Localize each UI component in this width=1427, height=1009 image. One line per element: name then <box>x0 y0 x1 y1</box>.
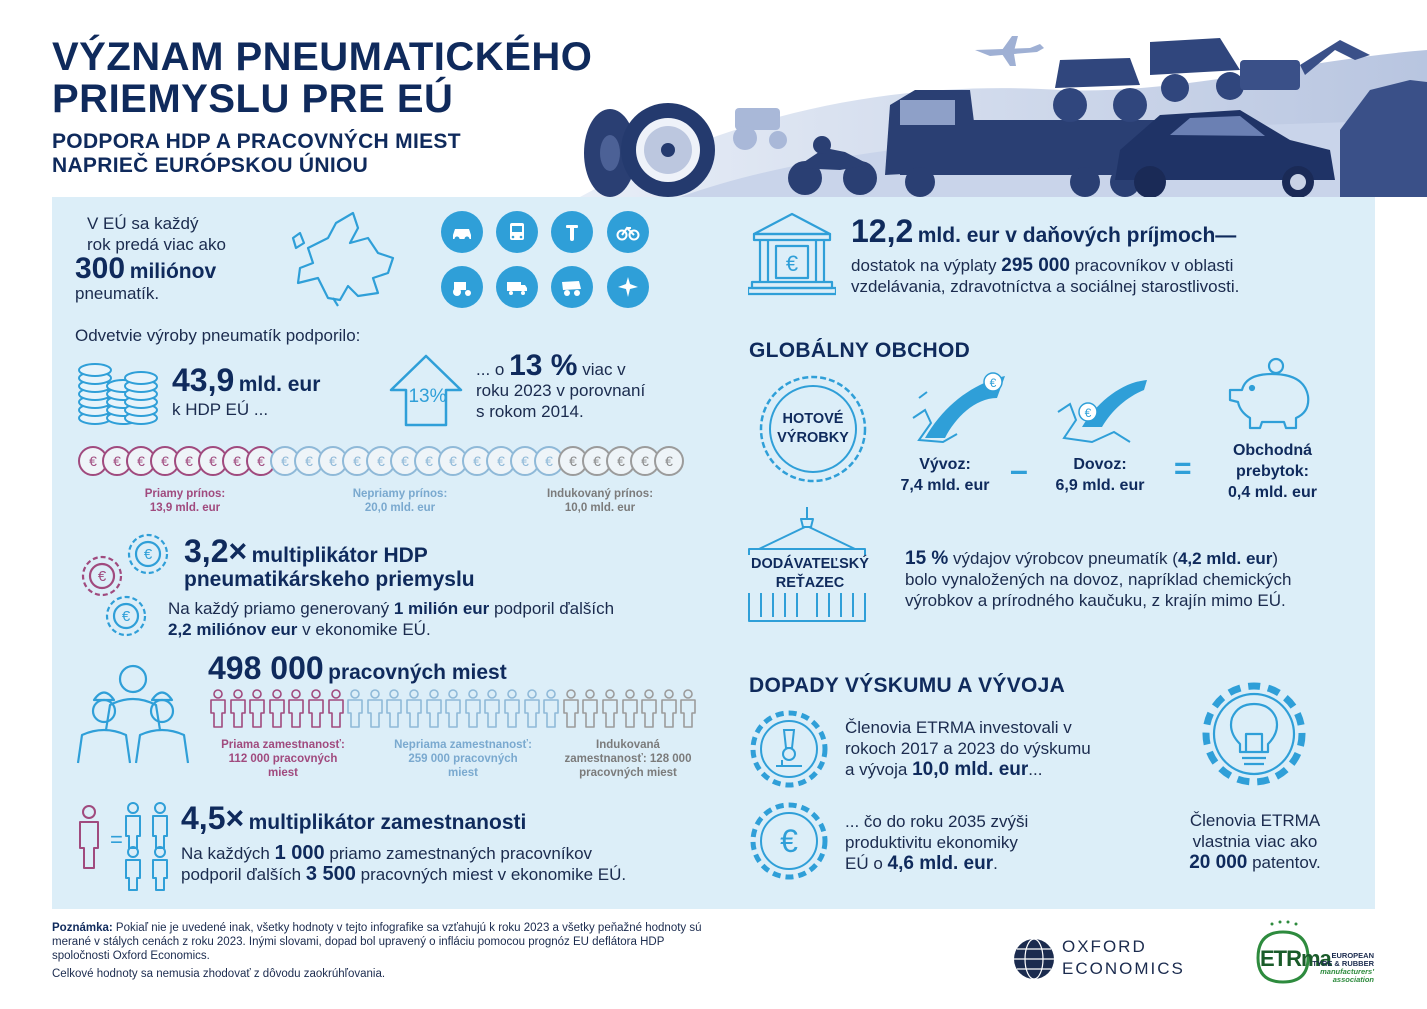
gdp-multiplier-text: Na každý priamo generovaný 1 milión eur podporil ďalších 2,2 miliónov eur v ekonomike EÚ. <box>168 599 615 639</box>
sales-text: V EÚ sa každý rok predá viac ako 300 miliónov pneumatík. <box>75 214 226 303</box>
euro-coin-induced: € <box>654 446 684 476</box>
europe-map-icon <box>278 208 408 308</box>
svg-text:€: € <box>143 546 153 563</box>
etrma-logo: ETRma EUROPEAN TYRE & RUBBER manufacturers' association <box>1252 918 1382 990</box>
person-icon-indirect <box>384 689 404 729</box>
euro-coin-indirect: € <box>342 446 372 476</box>
tax-text: dostatok na výplaty 295 000 pracovníkov v oblasti vzdelávania, zdravotníctva a sociálnej starostlivosti. <box>851 255 1240 296</box>
euro-coin-direct: € <box>198 446 228 476</box>
car-icon <box>441 211 483 253</box>
person-icon-indirect <box>482 689 502 729</box>
euro-coin-indirect: € <box>414 446 444 476</box>
svg-text:€: € <box>989 376 997 390</box>
trade-heading: GLOBÁLNY OBCHOD <box>749 339 971 362</box>
dumper-icon <box>551 266 593 308</box>
bicycle-icon <box>607 211 649 253</box>
worker-group-icon <box>74 655 192 767</box>
person-icon-direct <box>286 689 306 729</box>
person-icon-indirect <box>502 689 522 729</box>
indirect-gdp-label: Nepriamy prínos: 20,0 mld. eur <box>352 488 448 514</box>
svg-text:€: € <box>1084 406 1092 420</box>
euro-coin-induced: € <box>558 446 588 476</box>
person-icon-induced <box>639 689 659 729</box>
motorbike-icon <box>551 211 593 253</box>
induced-gdp-label: Indukovaný prínos: 10,0 mld. eur <box>546 488 654 514</box>
rnd-productivity-text: ... čo do roku 2035 zvýši produktivitu ekonomiky EÚ o 4,6 mld. eur. <box>845 812 1029 874</box>
person-icon-direct <box>228 689 248 729</box>
supply-chain-label: DODÁVATEĽSKÝ REŤAZEC <box>735 555 885 593</box>
euro-coin-direct: € <box>150 446 180 476</box>
page-title: VÝZNAM PNEUMATICKÉHO PRIEMYSLU PRE EÚ <box>52 35 593 121</box>
svg-text:€: € <box>97 568 107 585</box>
emp-multiplier-text: Na každých 1 000 priamo zamestnaných pracovníkov podporil ďalších 3 500 pracovných miest v ekonomike EÚ. <box>181 842 627 885</box>
person-icon-induced <box>580 689 600 729</box>
export-label: Vývoz: 7,4 mld. eur <box>900 456 990 494</box>
euro-coin-indirect: € <box>294 446 324 476</box>
gdp-intro: Odvetvie výroby pneumatík podporilo: <box>75 326 361 345</box>
import-icon <box>1052 372 1152 450</box>
export-icon <box>905 368 1013 448</box>
bank-icon <box>748 210 836 298</box>
minus-sign: – <box>1010 452 1028 488</box>
person-icon-induced <box>600 689 620 729</box>
person-icon-indirect <box>443 689 463 729</box>
euro-coin-indirect: € <box>534 446 564 476</box>
rnd-investment-text: Členovia ETRMA investovali v rokoch 2017 a 2023 do výskumu a vývoja 10,0 mld. eur... <box>845 718 1091 780</box>
microscope-gear-icon <box>748 708 830 790</box>
page-subtitle: PODPORA HDP A PRACOVNÝCH MIEST NAPRIEČ EURÓPSKOU ÚNIOU <box>52 130 461 177</box>
jobs-heading: 498 000 pracovných miest <box>208 650 507 686</box>
person-icon-indirect <box>424 689 444 729</box>
rnd-heading: DOPADY VÝSKUMU A VÝVOJA <box>749 674 1066 697</box>
surplus-label: Obchodná prebytok: 0,4 mld. eur <box>1228 442 1317 501</box>
euro-coin-indirect: € <box>270 446 300 476</box>
employment-multiplier-icon <box>74 800 179 892</box>
euro-coin-indirect: € <box>438 446 468 476</box>
coin-stack-icon <box>77 358 159 430</box>
truck-icon <box>496 266 538 308</box>
euro-coin-induced: € <box>606 446 636 476</box>
person-icon-direct <box>208 689 228 729</box>
person-icon-indirect <box>463 689 483 729</box>
aircraft-icon <box>975 36 1044 66</box>
person-icon-induced <box>620 689 640 729</box>
euro-coin-direct: € <box>126 446 156 476</box>
euro-coin-indirect: € <box>366 446 396 476</box>
person-icon-direct <box>267 689 287 729</box>
person-icon-indirect <box>345 689 365 729</box>
euro-coin-direct: € <box>102 446 132 476</box>
person-icon-direct <box>326 689 346 729</box>
euro-coin-indirect: € <box>462 446 492 476</box>
person-icon-indirect <box>541 689 561 729</box>
euro-coin-induced: € <box>582 446 612 476</box>
patents-text: Členovia ETRMA vlastnia viac ako 20 000 patentov. <box>1189 811 1321 873</box>
person-icon-direct <box>306 689 326 729</box>
euro-coin-direct: € <box>174 446 204 476</box>
euro-coin-indirect: € <box>318 446 348 476</box>
indirect-jobs-label: Nepriama zamestnanosť: 259 000 pracovných miest <box>394 739 532 779</box>
euro-coin-direct: € <box>222 446 252 476</box>
svg-text:€: € <box>785 251 799 276</box>
person-icon-induced <box>678 689 698 729</box>
person-icon-direct <box>247 689 267 729</box>
import-label: Dovoz: 6,9 mld. eur <box>1055 456 1145 494</box>
gdp-value-block: 43,9 mld. eur k HDP EÚ ... <box>172 362 321 419</box>
euro-coin-indirect: € <box>390 446 420 476</box>
tractor-icon <box>441 266 483 308</box>
piggy-bank-icon <box>1226 356 1318 432</box>
euro-coin-direct: € <box>78 446 108 476</box>
supply-text: 15 % výdajov výrobcov pneumatík (4,2 mld. eur) bolo vynaložených na dovoz, napríklad chemických výrobkov a prírodného kaučuku, z krajín mimo EÚ. <box>905 548 1292 610</box>
oxford-economics-logo: OXFORD ECONOMICS <box>1012 935 1202 983</box>
growth-arrow-label: 13% <box>408 386 447 407</box>
euro-coin-indirect: € <box>510 446 540 476</box>
person-icon-induced <box>561 689 581 729</box>
lightbulb-gear-icon <box>1198 678 1310 790</box>
tyre-icon <box>584 103 715 197</box>
euro-gear-icon <box>748 800 830 882</box>
footnote: Poznámka: Pokiaľ nie je uvedené inak, všetky hodnoty v tejto infografike sa vzťahujú k roku 2023 a všetky peňažné hodnoty sú merané v stálych cenách z roku 2023. Inými slovami, dopad bol upravený o infláciu pomocou prognóz EU deflátora HDP spoločnosti Oxford Economics. Celkové hodnoty sa nemusia zhodovať z dôvodu zaokrúhľovania. <box>52 922 702 980</box>
person-icon-indirect <box>522 689 542 729</box>
aircraft-icon <box>607 266 649 308</box>
bus-icon <box>496 211 538 253</box>
euro-gears-icon <box>76 528 176 640</box>
vehicles-illustration <box>540 20 1427 197</box>
direct-jobs-label: Priama zamestnanosť: 112 000 pracovných miest <box>221 739 345 779</box>
person-icon-induced <box>659 689 679 729</box>
person-icon-indirect <box>365 689 385 729</box>
emp-multiplier-heading: 4,5× multiplikátor zamestnanosti <box>181 800 527 836</box>
svg-text:€: € <box>780 823 798 859</box>
globe-icon <box>1012 937 1056 981</box>
finished-goods-label: HOTOVÉ VÝROBKY <box>777 411 849 446</box>
equals-sign: = <box>110 827 123 852</box>
header <box>0 0 1427 197</box>
svg-text:€: € <box>121 608 131 625</box>
direct-gdp-label: Priamy prínos: 13,9 mld. eur <box>144 488 226 514</box>
gdp-multiplier-heading: 3,2× multiplikátor HDP pneumatikárskeho priemyslu <box>184 533 475 591</box>
induced-jobs-label: Indukovaná zamestnanosť: 128 000 pracovných miest <box>564 739 692 779</box>
person-icon-indirect <box>404 689 424 729</box>
euro-coin-induced: € <box>630 446 660 476</box>
growth-text: ... o 13 % viac v roku 2023 v porovnaní s rokom 2014. <box>476 349 646 421</box>
tax-heading: 12,2 mld. eur v daňových príjmoch— <box>851 213 1237 249</box>
euro-coin-indirect: € <box>486 446 516 476</box>
equals-sign-trade: = <box>1174 452 1192 485</box>
euro-coin-direct: € <box>246 446 276 476</box>
